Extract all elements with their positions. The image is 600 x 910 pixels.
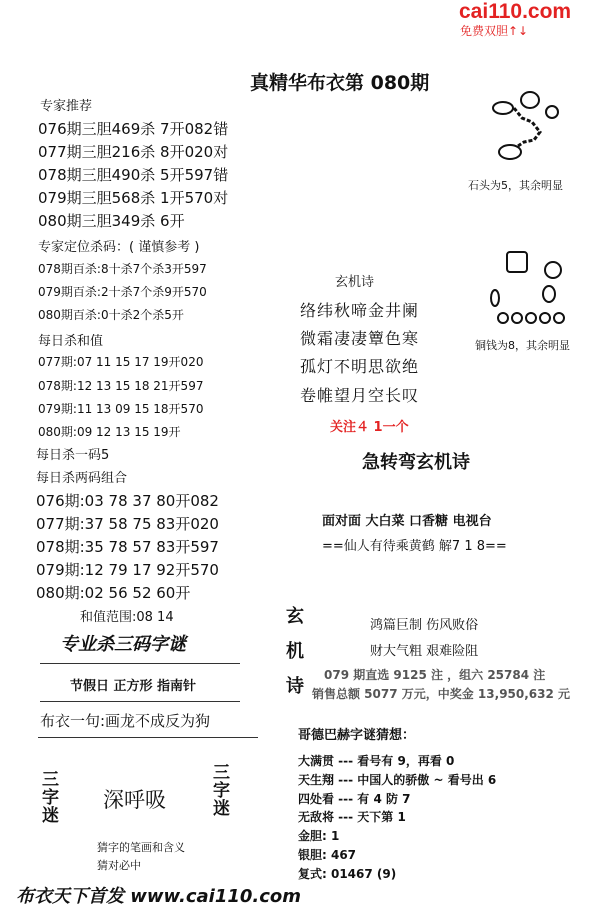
vertical-char: 字 (213, 781, 230, 801)
chain-icon (514, 108, 540, 146)
list-item: 077期:07 11 15 17 19开020 (38, 355, 204, 369)
list-item: 076期:03 78 37 80开082 (36, 492, 219, 510)
one-kill: 每日杀一码5 (36, 448, 110, 463)
riddle3-words: 节假日 正方形 指南针 (70, 679, 197, 694)
picture1-caption: 石头为5，其余明显 (468, 179, 563, 192)
coin-icon (540, 313, 550, 323)
list-item: 077期三胆216杀 8开020对 (38, 143, 229, 161)
list-item: 078期百杀:8十杀7个杀3开597 (38, 262, 207, 276)
poem-line: 络纬秋啼金井阑 (300, 301, 420, 320)
list-item: 080期三胆349杀 6开 (38, 212, 185, 230)
coin-icon (512, 313, 522, 323)
san-zi-mi-hint2: 猜对必中 (97, 859, 141, 872)
divider (40, 701, 240, 702)
list-item: 080期:02 56 52 60开 (36, 584, 191, 602)
list-item: 无敌将 --- 天下第 1 (298, 810, 406, 824)
brand-logo: cai110.com (459, 0, 572, 23)
list-item: 079期百杀:2十杀7个杀9开570 (38, 285, 207, 299)
list-item: 076期三胆469杀 7开082错 (38, 120, 229, 138)
page-title: 真精华布衣第 080期 (250, 72, 430, 94)
san-zi-mi-hint1: 猜字的笔画和含义 (97, 841, 185, 854)
list-item: 079期:11 13 09 15 18开570 (38, 402, 204, 416)
coin-icon (545, 262, 561, 278)
list-item: 金胆: 1 (298, 829, 340, 843)
divider (40, 663, 240, 664)
poem-line: 卷帷望月空长叹 (300, 386, 420, 405)
poem-line: 微霜凄凄簟色寒 (300, 329, 420, 348)
list-item: 四处看 --- 有 4 防 7 (298, 792, 411, 806)
xuanji-heading: 玄机诗 (335, 275, 375, 290)
footer-site: 布衣天下首发 www.cai110.com (16, 886, 302, 907)
buyi-line: 布衣一句:画龙不成反为狗 (40, 712, 211, 730)
riddle3-title: 专业杀三码字谜 (60, 634, 186, 655)
list-item: 天生翔 --- 中国人的骄傲 ~ 看号出 6 (298, 773, 497, 787)
expert-heading: 专家推荐 (40, 99, 93, 114)
coin-icon (498, 313, 508, 323)
coin-icon (554, 313, 564, 323)
list-item: 079期三胆568杀 1开570对 (38, 189, 229, 207)
jizhuanwan-title: 急转弯玄机诗 (362, 452, 470, 473)
two-kill-heading: 每日杀两码组合 (36, 471, 128, 486)
list-item: 079期:12 79 17 92开570 (36, 561, 219, 579)
stone-icon (499, 145, 521, 159)
stone-icon (493, 102, 513, 114)
sales-line2: 销售总额 5077 万元，中奖金 13,950,632 元 (312, 687, 571, 701)
coin-icon (543, 286, 555, 302)
vertical-char: 玄 (286, 606, 304, 627)
stone-chain-picture (470, 88, 570, 170)
list-item: 复式: 01467 (9) (298, 867, 397, 881)
list-item: 大满贯 --- 看号有 9，再看 0 (298, 754, 455, 768)
list-item: 078期:35 78 57 83开597 (36, 538, 219, 556)
vertical-char: 字 (42, 788, 59, 808)
sales-line1: 079 期直选 9125 注 ，组六 25784 注 (324, 668, 546, 682)
vertical-char: 三 (42, 770, 59, 790)
stone-icon (521, 92, 539, 108)
vertical-char: 三 (213, 763, 230, 783)
brand-tagline: 免费双胆↑↓ (460, 24, 529, 38)
vertical-char: 诗 (286, 676, 304, 697)
position-kill-heading: 专家定位杀码：( 谨慎参考 ) (38, 240, 200, 255)
list-item: 077期:37 58 75 83开020 (36, 515, 219, 533)
sum-kill-heading: 每日杀和值 (38, 334, 104, 349)
vertical-char: 机 (286, 641, 304, 662)
coin-icon (526, 313, 536, 323)
riddle-words: 面对面 大白菜 口香糖 电视台 (322, 514, 492, 529)
riddle-line2: ==仙人有待乘黄鹤 解7 1 8== (322, 539, 507, 554)
xjs-line1: 鸿篇巨制 伤风败俗 (370, 618, 479, 633)
sum-range: 和值范围:08 14 (80, 610, 174, 625)
list-item: 078期三胆490杀 5开597错 (38, 166, 229, 184)
list-item: 078期:12 13 15 18 21开597 (38, 379, 204, 393)
list-item: 080期百杀:0十杀2个杀5开 (38, 308, 184, 322)
vertical-char: 迷 (213, 799, 230, 819)
coins-picture (485, 248, 585, 328)
divider (38, 737, 258, 738)
picture2-caption: 铜钱为8，其余明显 (475, 339, 570, 352)
san-zi-mi-center: 深呼吸 (103, 788, 166, 812)
follow-text: 关注４ 1一个 (330, 420, 409, 435)
list-item: 080期:09 12 13 15 19开 (38, 425, 181, 439)
poem-line: 孤灯不明思欲绝 (300, 357, 420, 376)
coin-icon (507, 252, 527, 272)
gedeba-heading: 哥德巴赫字谜猜想： (298, 728, 416, 743)
coin-icon (491, 290, 499, 306)
xjs-line2: 财大气粗 艰难险阻 (370, 644, 479, 659)
stone-icon (546, 106, 558, 118)
vertical-char: 迷 (42, 806, 59, 826)
list-item: 银胆: 467 (298, 848, 357, 862)
